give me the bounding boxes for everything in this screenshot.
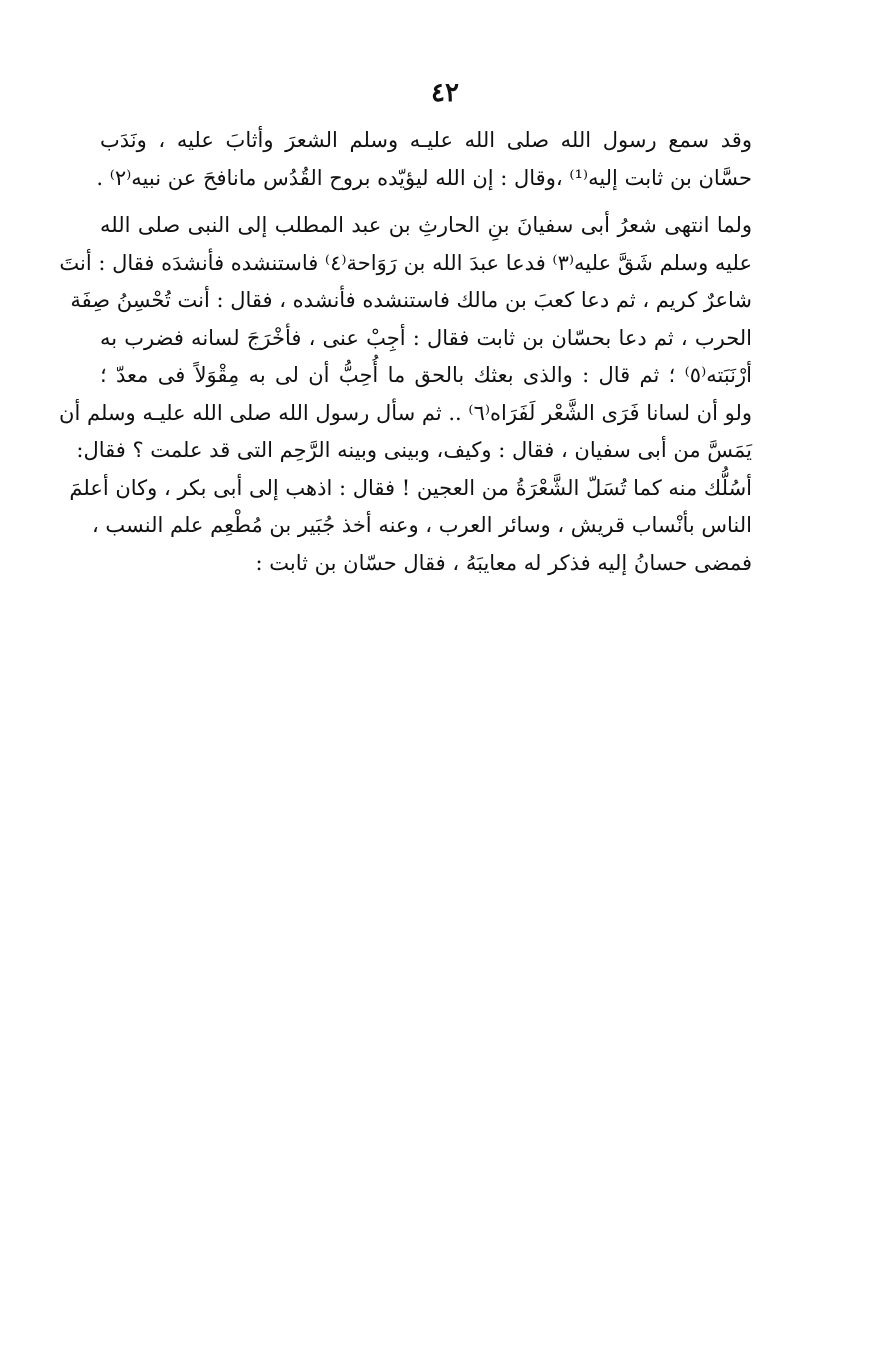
text-line: حسَّان بن ثابت إليه⁽¹⁾ ،وقال : إن الله ليؤيّده بروح القُدُس مانافحَ عن نبيه⁽٢⁾ . <box>96 165 752 190</box>
text-line: عليه وسلم شَقَّ عليه⁽٣⁾ فدعا عبدَ الله بن رَوَاحة⁽٤⁾ فاستنشده فأنشدَه فقال : أنتَ <box>59 250 752 275</box>
text-line: ولو أن لسانا فَرَى الشَّعْر لَفَرَاه⁽٦⁾ .. ثم سأل رسول الله صلى الله عليـه وسلم أن <box>59 400 752 425</box>
text-line: شاعرٌ كريم ، ثم دعا كعبَ بن مالك فاستنشده فأنشده ، فقال : أنت تُحْسِنُ صِفَة <box>70 288 752 312</box>
text-line: الحرب ، ثم دعا بحسّان بن ثابت فقال : أجِبْ عنى ، فأخْرَجَ لسانه فضرب به <box>100 325 752 350</box>
text-line: الناس بأنْساب قريش ، وسائر العرب ، وعنه أخذ جُبَير بن مُطْعِم علم النسب ، <box>91 513 752 537</box>
body-text <box>59 122 752 582</box>
text-line: أسُلُّك منه كما تُسَلّ الشَّعْرَةُ من العجين ! فقال : اذهب إلى أبى بكر ، وكان أعلمَ <box>69 475 752 500</box>
text-line: وقد سمع رسول الله صلى الله عليـه وسلم الشعرَ وأثابَ عليه ، ونَدَب <box>100 128 752 152</box>
page-number: ٤٢ <box>431 78 459 108</box>
text-line: ولما انتهى شعرُ أبى سفيانَ بنِ الحارثِ بن عبد المطلب إلى النبى صلى الله <box>100 213 752 237</box>
text-line: فمضى حسانُ إليه فذكر له معايبَهُ ، فقال حسّان بن ثابت : <box>255 550 752 575</box>
text-line: يَمَسَّ من أبى سفيان ، فقال : وكيف، وبينى وبينه الرَّحِم التى قد علمت ؟ فقال: <box>76 438 752 462</box>
text-line: أرْنَبَته⁽٥⁾ ؛ ثم قال : والذى بعثك بالحق ما أُحِبُّ أن لى به مِقْوَلاً فى معدّ ؛ <box>100 363 752 387</box>
